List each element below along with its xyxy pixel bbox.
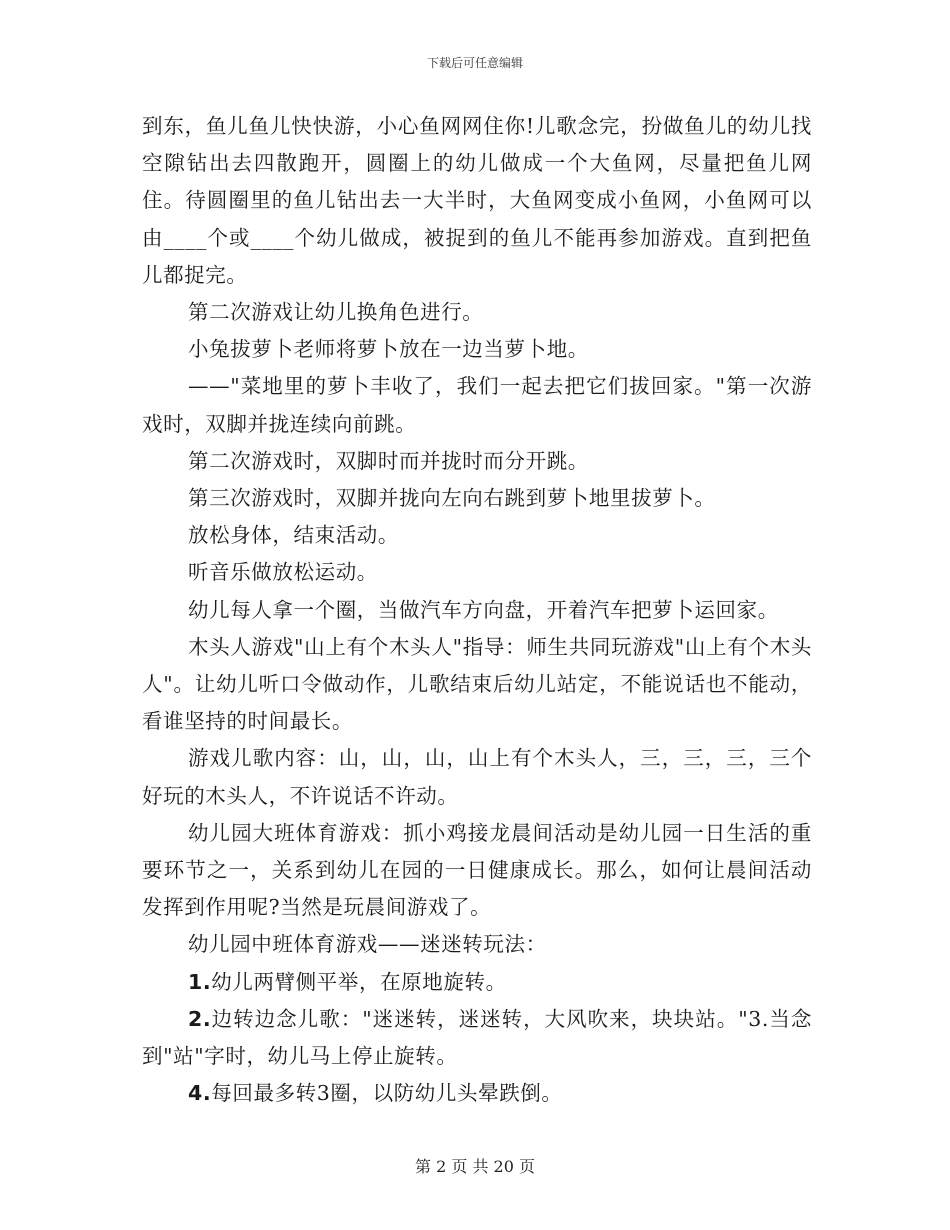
paragraph: 第三次游戏时，双脚并拢向左向右跳到萝卜地里拔萝卜。 — [188, 486, 716, 511]
page-header: 下载后可任意编辑 — [426, 56, 523, 70]
page-footer: 第 2 页 共 20 页 — [415, 1157, 535, 1176]
list-item-text: 幼儿两臂侧平举，在原地旋转。 — [211, 969, 507, 994]
list-number: 2. — [188, 1006, 212, 1031]
paragraph: 第二次游戏时，双脚时而并拢时而分开跳。 — [188, 448, 589, 473]
paragraph: 听音乐做放松运动。 — [188, 560, 378, 585]
paragraph: 第二次游戏让幼儿换角色进行。 — [188, 300, 484, 325]
paragraph: 幼儿每人拿一个圈，当做汽车方向盘，开着汽车把萝卜运回家。 — [188, 597, 779, 622]
paragraph: ——"菜地里的萝卜丰收了，我们一起去把它们拔回家。"第一次游戏时，双脚并拢连续向前跳。 — [142, 374, 812, 436]
list-number: 1. — [188, 969, 212, 994]
list-item — [142, 1075, 812, 1112]
list-item — [142, 964, 812, 1001]
list-item — [142, 1001, 812, 1075]
paragraph: 幼儿园大班体育游戏：抓小鸡接龙晨间活动是幼儿园一日生活的重要环节之一，关系到幼儿在园的一日健康成长。那么，如何让晨间活动发挥到作用呢?当然是玩晨间游戏了。 — [142, 820, 812, 920]
list-item-text: 边转边念儿歌："迷迷转，迷迷转，大风吹来，块块站。"3.当念到"站"字时，幼儿马上停止旋转。 — [142, 1006, 812, 1069]
document-body — [142, 108, 812, 1112]
paragraph: 小兔拔萝卜老师将萝卜放在一边当萝卜地。 — [188, 337, 589, 362]
paragraph: 木头人游戏"山上有个木头人"指导：师生共同玩游戏"山上有个木头人"。让幼儿听口令做动作，儿歌结束后幼儿站定，不能说话也不能动，看谁坚持的时间最长。 — [142, 634, 812, 734]
list-item-text: 每回最多转3圈，以防幼儿头晕跌倒。 — [211, 1081, 563, 1106]
paragraph-continued: 到东，鱼儿鱼儿快快游，小心鱼网网住你!儿歌念完，扮做鱼儿的幼儿找空隙钻出去四散跑开，圆圈上的幼儿做成一个大鱼网，尽量把鱼儿网住。待圆圈里的鱼儿钻出去一大半时，大鱼网变成小鱼网，小鱼网可以由____个或____个幼儿做成，被捉到的鱼儿不能再参加游戏。直到把鱼儿都捉完。 — [142, 114, 812, 287]
paragraph: 放松身体，结束活动。 — [188, 523, 399, 548]
list-number: 4. — [188, 1081, 212, 1106]
paragraph: 游戏儿歌内容：山，山，山，山上有个木头人，三，三，三，三个好玩的木头人，不许说话不许动。 — [142, 746, 812, 808]
paragraph: 幼儿园中班体育游戏——迷迷转玩法： — [188, 932, 547, 957]
